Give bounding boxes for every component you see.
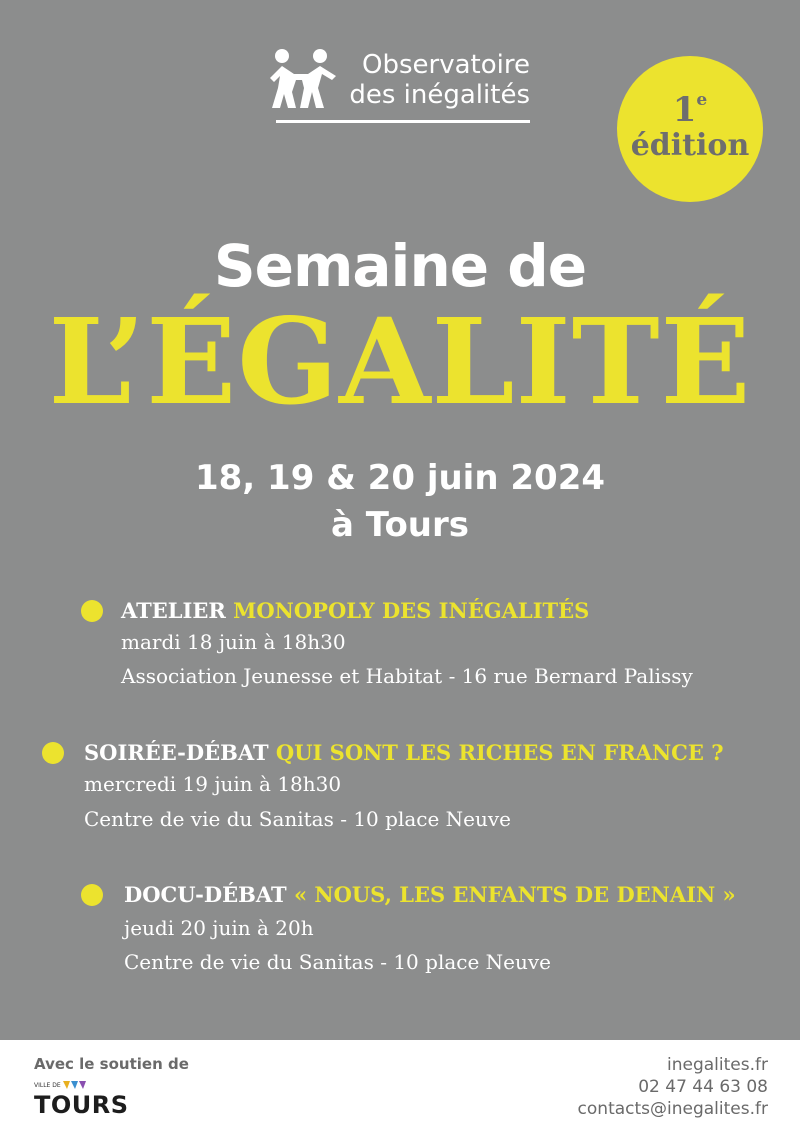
badge-number-value: 1	[672, 90, 697, 130]
email-link[interactable]: contacts@inegalites.fr	[577, 1099, 768, 1119]
logo-line2: des inégalités	[349, 80, 530, 110]
bullet-dot-icon	[81, 600, 103, 622]
event-where: Association Jeunesse et Habitat - 16 rue Bernard Palissy	[121, 664, 693, 688]
headline-egalite: L’ÉGALITÉ	[48, 292, 752, 431]
badge-number	[617, 80, 763, 130]
ville-de-label: VILLE DE	[34, 1082, 61, 1089]
support-text: Avec le soutien de	[34, 1055, 189, 1073]
event-when: mercredi 19 juin à 18h30	[84, 772, 342, 796]
logo-line1: Observatoire	[362, 50, 530, 80]
headline-semaine: Semaine de	[213, 232, 587, 300]
event-when: jeudi 20 juin à 20h	[124, 916, 314, 940]
event-title	[124, 881, 736, 909]
badge-superscript: e	[696, 90, 708, 110]
observatoire-logo	[268, 46, 530, 126]
logo-text	[346, 50, 530, 110]
people-logo-icon	[268, 48, 340, 110]
logo-underline	[276, 120, 530, 123]
event-where: Centre de vie du Sanitas - 10 place Neuve	[124, 950, 552, 974]
phone-number: 02 47 44 63 08	[638, 1077, 768, 1097]
event-when: mardi 18 juin à 18h30	[121, 630, 346, 654]
event-name: QUI SONT LES RICHES EN FRANCE ?	[275, 740, 724, 765]
event-type: SOIRÉE-DÉBAT	[84, 740, 269, 765]
badge-label: édition	[630, 128, 750, 163]
event-name: « NOUS, LES ENFANTS DE DENAIN »	[293, 882, 736, 907]
tours-logo-mark-icon	[62, 1080, 98, 1090]
event-dates: 18, 19 & 20 juin 2024	[194, 458, 606, 498]
event-title	[121, 597, 589, 625]
edition-badge	[617, 56, 763, 202]
tours-logo-text: TOURS	[34, 1091, 129, 1119]
event-type: DOCU-DÉBAT	[124, 882, 287, 907]
footer	[0, 1040, 800, 1130]
event-type: ATELIER	[121, 598, 226, 623]
event-city: à Tours	[330, 505, 470, 545]
bullet-dot-icon	[81, 884, 103, 906]
event-title	[84, 739, 724, 767]
website-link[interactable]: inegalites.fr	[667, 1055, 768, 1075]
bullet-dot-icon	[42, 742, 64, 764]
event-where: Centre de vie du Sanitas - 10 place Neuve	[84, 807, 512, 831]
event-name: MONOPOLY DES INÉGALITÉS	[233, 598, 590, 623]
